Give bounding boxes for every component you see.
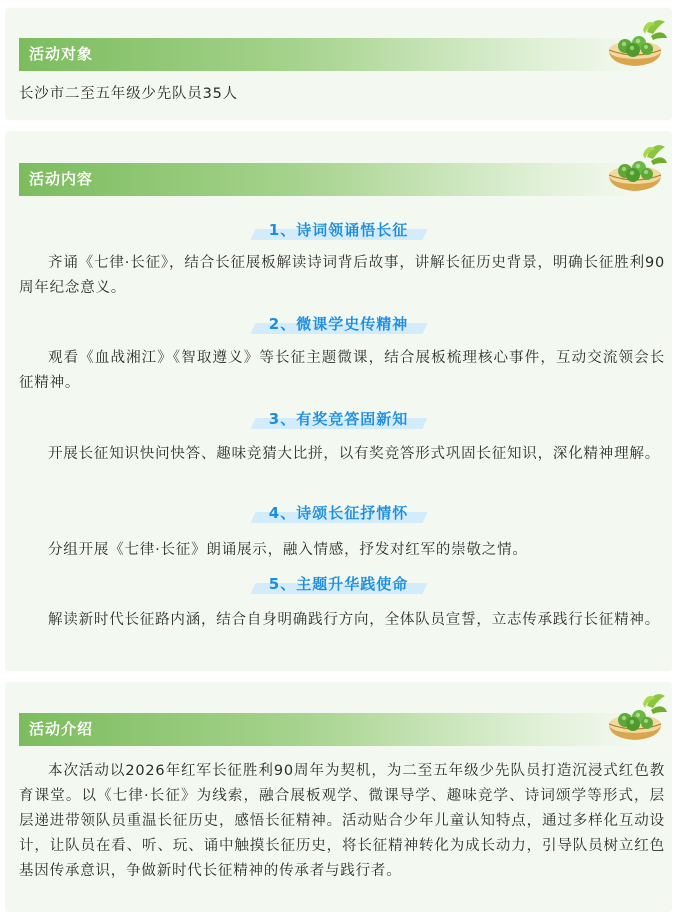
section-title-bar — [19, 163, 639, 196]
rice-dumpling-basket-icon — [607, 18, 667, 70]
content-item-heading — [5, 571, 672, 599]
section-title: 活动对象 — [29, 45, 94, 63]
content-item-heading-text: 3、有奖竞答固新知 — [268, 410, 409, 428]
audience-text: 长沙市二至五年级少先队员35人 — [19, 86, 238, 102]
section-title: 活动内容 — [29, 170, 94, 188]
content-item-text: 解读新时代长征路内涵，结合自身明确践行方向，全体队员宣誓，立志传承践行长征精神。 — [48, 612, 660, 628]
content-item-heading-text: 4、诗颂长征抒情怀 — [268, 504, 409, 522]
content-item-heading — [5, 311, 672, 339]
rice-dumpling-basket-icon — [607, 143, 667, 195]
section-title-bar — [19, 38, 639, 71]
content-item-text: 开展长征知识快问快答、趣味竞猜大比拼，以有奖竞答形式巩固长征知识，深化精神理解。 — [48, 446, 660, 462]
content-item-heading — [5, 500, 672, 528]
section-audience — [5, 8, 672, 120]
content-item-text: 齐诵《七律·长征》，结合长征展板解读诗词背后故事，讲解长征历史背景，明确长征胜利90周年纪念意义。 — [19, 255, 665, 296]
content-item-text: 观看《血战湘江》《智取遵义》等长征主题微课，结合展板梳理核心事件，互动交流领会长征精神。 — [19, 350, 665, 391]
section-title: 活动介绍 — [29, 720, 94, 738]
content-item-heading — [5, 217, 672, 245]
content-item-heading-text: 2、微课学史传精神 — [268, 315, 409, 333]
section-content — [5, 131, 672, 671]
content-item-heading-text: 5、主题升华践使命 — [268, 575, 409, 593]
content-item-text: 分组开展《七律·长征》朗诵展示，融入情感，抒发对红军的崇敬之情。 — [48, 542, 528, 558]
section-title-bar — [19, 713, 639, 746]
introduction-text: 本次活动以2026年红军长征胜利90周年为契机，为二至五年级少先队员打造沉浸式红色教育课堂。以《七律·长征》为线索，融合展板观学、微课导学、趣味竞学、诗词颂学等形式，层层递进带领队员重温长征历史，感悟长征精神。活动贴合少年儿童认知特点，通过多样化互动设计，让队员在看、听、玩、诵中触摸长征历史，将长征精神转化为成长动力，引导队员树立红色基因传承意识，争做新时代长征精神的传承者与践行者。 — [19, 763, 665, 879]
content-item-heading — [5, 406, 672, 434]
rice-dumpling-basket-icon — [607, 692, 667, 744]
section-introduction — [5, 682, 672, 912]
content-item-heading-text: 1、诗词领诵悟长征 — [268, 221, 409, 239]
